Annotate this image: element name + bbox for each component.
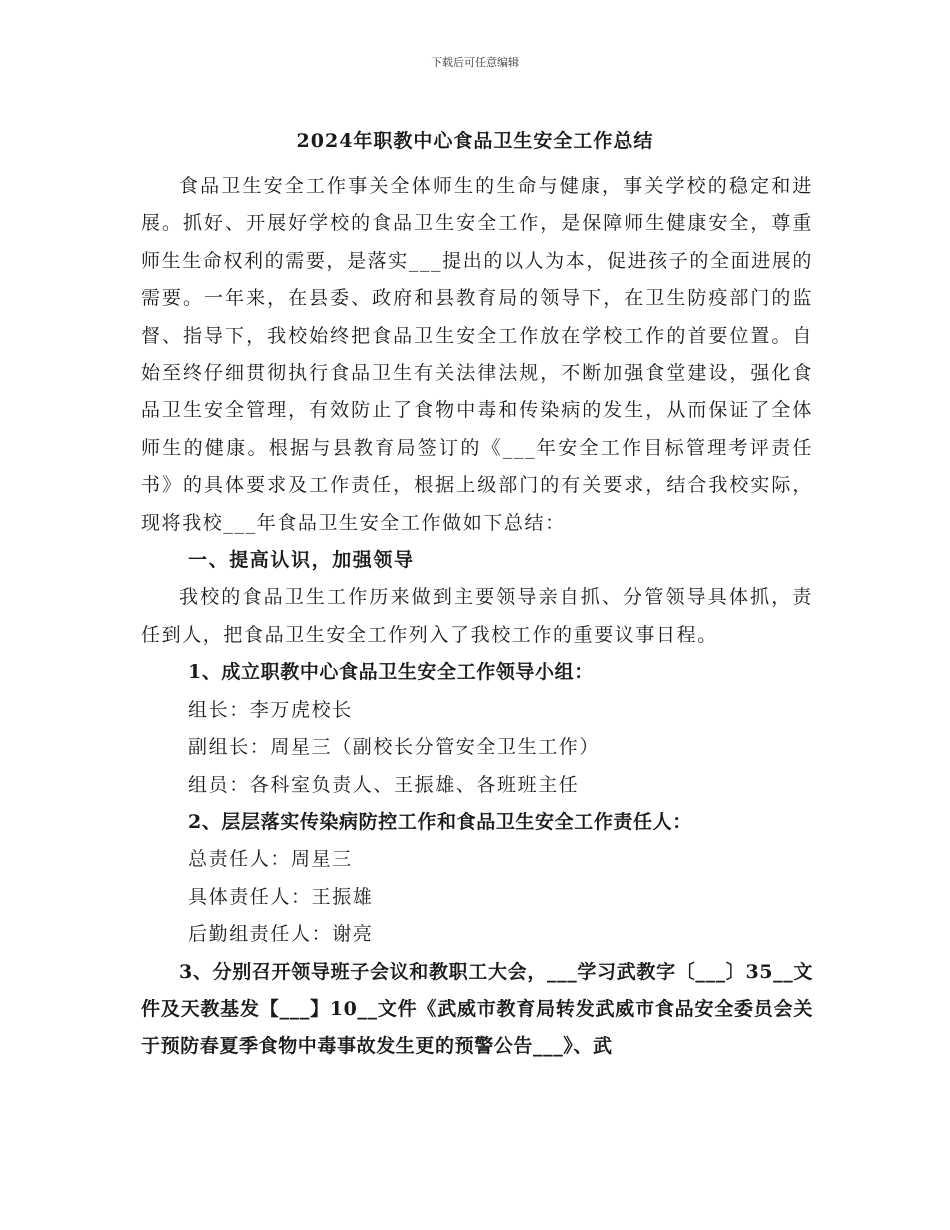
item1-leader: 组长：李万虎校长 [188, 698, 353, 721]
intro-paragraph: 食品卫生安全工作事关全体师生的生命与健康，事关学校的稳定和进展。抓好、开展好学校的食品卫生安全工作，是保障师生健康安全，尊重师生生命权利的需要，是落实___提出的以人为本，促进孩子的全面进展的需要。一年来，在县委、政府和县教育局的领导下，在卫生防疫部门的监督、指导下，我校始终把食品卫生安全工作放在学校工作的首要位置。自始至终仔细贯彻执行食品卫生有关法律法规，不断加强食堂建设，强化食品卫生安全管理，有效防止了食物中毒和传染病的发生，从而保证了全体师生的健康。根据与县教育局签订的《___年安全工作目标管理考评责任书》的具体要求及工作责任，根据上级部门的有关要求，结合我校实际，现将我校___年食品卫生安全工作做如下总结： [141, 175, 813, 534]
document-title: 2024年职教中心食品卫生安全工作总结 [296, 130, 654, 152]
document-body [141, 168, 813, 1066]
item2-chief: 总责任人：周星三 [188, 848, 353, 871]
item3-paragraph: 3、分别召开领导班子会议和教职工大会，___学习武教字〔___〕35__文件及天教基发【___】10__文件《武威市教育局转发武威市食品安全委员会关于预防春夏季食物中毒事故发生更的预警公告___》、武 [141, 960, 813, 1058]
section1-heading: 一、提高认识，加强领导 [188, 549, 415, 572]
item2-specific: 具体责任人：王振雄 [188, 885, 374, 908]
header-note: 下载后可任意编辑 [431, 56, 519, 69]
item1-members: 组员：各科室负责人、王振雄、各班班主任 [188, 773, 580, 796]
item1-deputy: 副组长：周星三（副校长分管安全卫生工作） [188, 736, 601, 759]
item2-logistics: 后勤组责任人：谢亮 [188, 923, 374, 946]
item1-heading: 1、成立职教中心食品卫生安全工作领导小组： [188, 661, 594, 684]
section1-paragraph: 我校的食品卫生工作历来做到主要领导亲自抓、分管领导具体抓，责任到人，把食品卫生安全工作列入了我校工作的重要议事日程。 [141, 586, 813, 646]
item2-heading: 2、层层落实传染病防控工作和食品卫生安全工作责任人： [188, 810, 692, 833]
